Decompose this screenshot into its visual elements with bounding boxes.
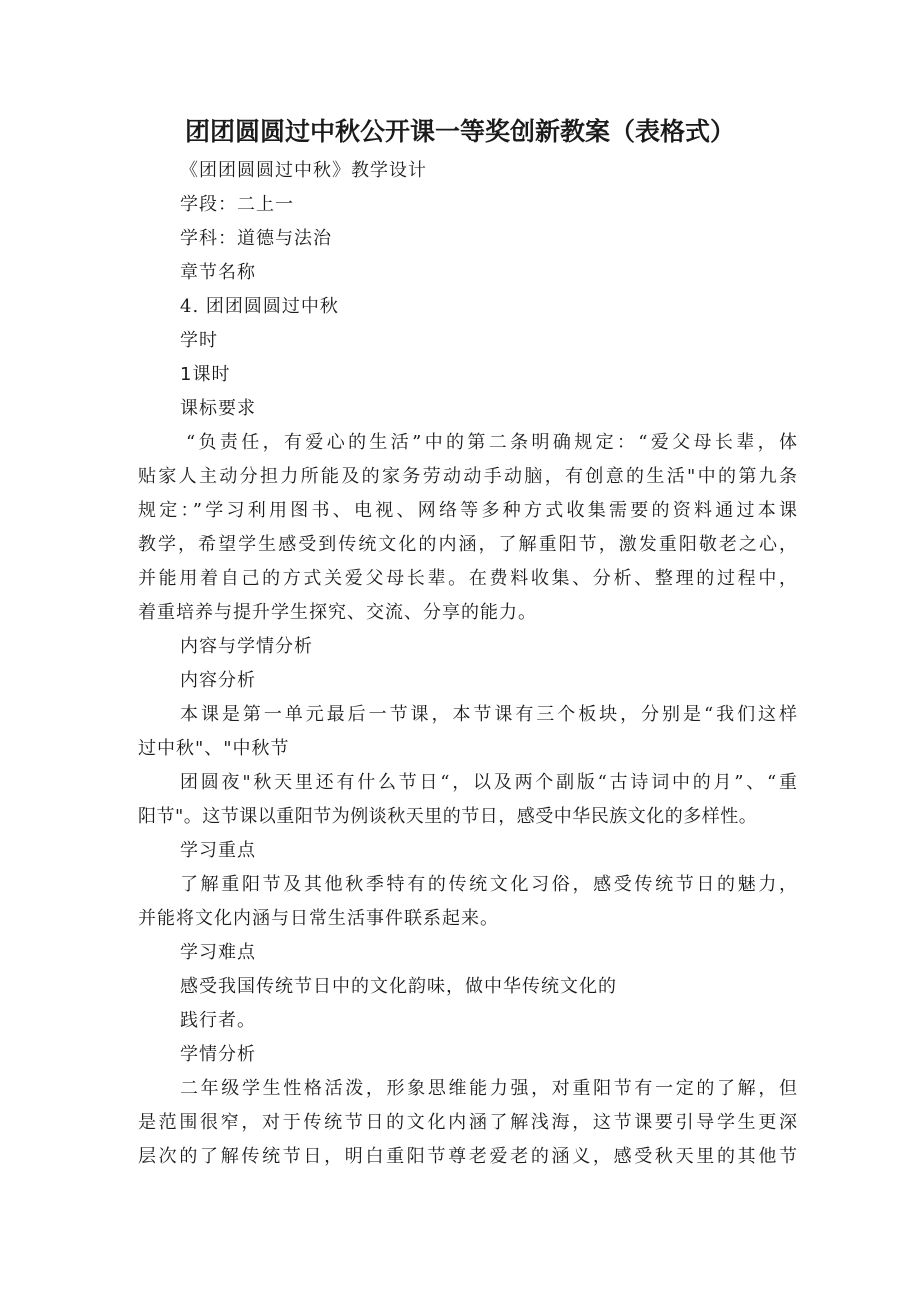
student-heading: 学情分析 xyxy=(180,1044,256,1065)
chapter-name: 4. 团团圆圆过中秋 xyxy=(180,296,339,317)
stage-line: 学段：二上一 xyxy=(180,194,294,215)
focus-line: 并能将文化内涵与日常生活事件联系起来。 xyxy=(138,908,499,929)
student-line: 是范围很窄，对于传统节日的文化内涵了解浅海，这节课要引导学生更深 xyxy=(138,1112,798,1133)
content-line: 团圆夜"秋天里还有什么节日“，以及两个副版“古诗词中的月”、“重 xyxy=(180,772,798,793)
subject-line: 学科：道德与法治 xyxy=(180,228,332,249)
content-line: 过中秋"、"中秋节 xyxy=(138,738,290,759)
content-line: 本课是第一单元最后一节课，本节课有三个板块，分别是“我们这样 xyxy=(180,704,798,725)
curriculum-line: 并能用着自己的方式关爱父母长辈。在费料收集、分析、整理的过程中， xyxy=(138,568,798,589)
analysis-heading: 内容与学情分析 xyxy=(180,636,313,657)
curriculum-heading: 课标要求 xyxy=(180,398,256,419)
hours-heading: 学时 xyxy=(180,330,218,351)
chapter-heading: 章节名称 xyxy=(180,262,256,283)
difficulty-line: 践行者。 xyxy=(180,1010,256,1031)
curriculum-line: 贴家人主动分担力所能及的家务劳动动手动脑，有创意的生活"中的第九条 xyxy=(138,466,798,487)
student-line: 层次的了解传统节日，明白重阳节尊老爱老的涵义，感受秋天里的其他节 xyxy=(138,1146,798,1167)
curriculum-line: “负责任，有爱心的生活”中的第二条明确规定：“爱父母长辈，体 xyxy=(186,432,798,453)
curriculum-line: 着重培养与提升学生探究、交流、分享的能力。 xyxy=(138,602,537,623)
hours-value: 1课时 xyxy=(180,364,231,385)
content-heading: 内容分析 xyxy=(180,670,256,691)
content-line: 阳节"。这节课以重阳节为例谈秋天里的节日，感受中华民族文化的多样性。 xyxy=(138,806,758,827)
difficulty-line: 感受我国传统节日中的文化韵味，做中华传统文化的 xyxy=(180,976,617,997)
student-line: 二年级学生性格活泼，形象思维能力强，对重阳节有一定的了解，但 xyxy=(180,1078,798,1099)
focus-line: 了解重阳节及其他秋季特有的传统文化习俗，感受传统节日的魅力， xyxy=(180,874,798,895)
design-subtitle: 《团团圆圆过中秋》教学设计 xyxy=(180,160,427,181)
focus-heading: 学习重点 xyxy=(180,840,256,861)
curriculum-line: 教学，希望学生感受到传统文化的内涵，了解重阳节，激发重阳敬老之心， xyxy=(138,534,798,555)
document-title: 团团圆圆过中秋公开课一等奖创新教案（表格式） xyxy=(184,117,735,146)
difficulty-heading: 学习难点 xyxy=(180,942,256,963)
curriculum-line: 规定：”学习利用图书、电视、网络等多种方式收集需要的资料通过本课 xyxy=(138,500,798,521)
